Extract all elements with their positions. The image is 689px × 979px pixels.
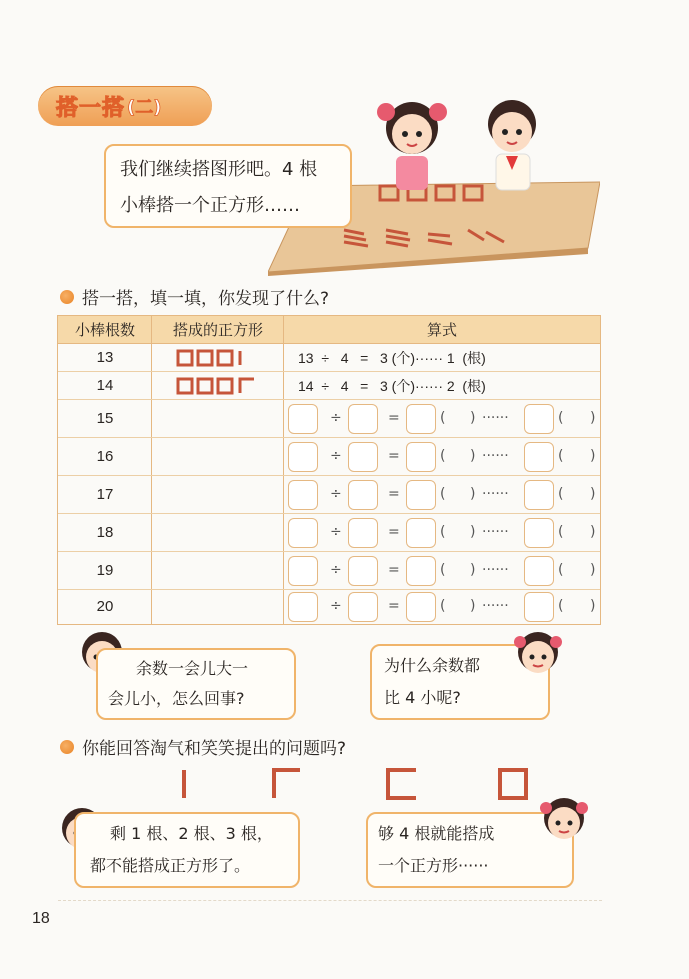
divide-symbol: ÷ bbox=[330, 562, 342, 578]
naughty-question-bubble bbox=[96, 648, 296, 720]
paren-right: ) bbox=[590, 562, 596, 578]
title-main: 搭一搭 bbox=[56, 95, 126, 121]
ellipsis-dots: ······ bbox=[482, 598, 509, 614]
paren-right: ) bbox=[470, 562, 476, 578]
paren-left: ( bbox=[440, 448, 446, 464]
table-row bbox=[58, 514, 600, 552]
girl-answer-line-1: 够 4 根就能搭成 bbox=[378, 824, 495, 843]
lesson-title bbox=[38, 86, 212, 126]
naughty-line-2: 会儿小，怎么回事? bbox=[108, 689, 245, 708]
remainder-input-box[interactable] bbox=[524, 442, 554, 472]
question-1-text: 搭一搭，填一填，你发现了什么? bbox=[82, 289, 330, 309]
divide-symbol: ÷ bbox=[330, 598, 342, 614]
paren-right: ) bbox=[470, 524, 476, 540]
paren-right: ) bbox=[590, 524, 596, 540]
stick-count-cell: 13 bbox=[96, 349, 114, 366]
question-2 bbox=[60, 734, 346, 759]
paren-right: ) bbox=[470, 410, 476, 426]
equals-symbol: = bbox=[388, 486, 400, 502]
boy-answer-bubble bbox=[74, 812, 300, 888]
paren-right: ) bbox=[590, 448, 596, 464]
divide-symbol: ÷ bbox=[330, 524, 342, 540]
header-equation: 算式 bbox=[426, 321, 457, 339]
paren-left: ( bbox=[440, 562, 446, 578]
ellipsis-dots: ······ bbox=[482, 448, 509, 464]
dividend-input-box[interactable] bbox=[288, 480, 318, 510]
equation-text: 14 ÷ 4 = 3 (个)······ 2 (根) bbox=[298, 378, 486, 394]
table-header bbox=[58, 316, 600, 344]
stick-count-cell: 20 bbox=[96, 598, 114, 615]
naughty-line-1: 余数一会儿大一 bbox=[136, 659, 249, 678]
paren-right: ) bbox=[470, 598, 476, 614]
footer-divider bbox=[58, 900, 602, 901]
smile-line-2: 比 4 小呢? bbox=[384, 688, 461, 707]
header-squares: 搭成的正方形 bbox=[172, 321, 263, 339]
division-table bbox=[57, 315, 601, 625]
dividend-input-box[interactable] bbox=[288, 592, 318, 622]
divide-symbol: ÷ bbox=[330, 486, 342, 502]
ellipsis-dots: ······ bbox=[482, 562, 509, 578]
remainder-input-box[interactable] bbox=[524, 404, 554, 434]
bullet-dot-icon bbox=[60, 290, 74, 304]
square-sticks-icon bbox=[176, 349, 256, 373]
title-sub: (二) bbox=[127, 97, 162, 118]
divide-symbol: ÷ bbox=[330, 448, 342, 464]
table-row bbox=[58, 344, 600, 372]
ellipsis-dots: ······ bbox=[482, 410, 509, 426]
stick-count-cell: 16 bbox=[96, 448, 114, 465]
paren-right: ) bbox=[590, 486, 596, 502]
quotient-input-box[interactable] bbox=[406, 592, 436, 622]
kids-illustration bbox=[372, 90, 562, 200]
paren-left: ( bbox=[558, 562, 564, 578]
bullet-dot-icon bbox=[60, 740, 74, 754]
divide-symbol: ÷ bbox=[330, 410, 342, 426]
intro-speech-bubble bbox=[104, 144, 352, 228]
equation-text: 13 ÷ 4 = 3 (个)······ 1 (根) bbox=[298, 350, 486, 366]
stick-count-cell: 18 bbox=[96, 524, 114, 541]
girl-avatar bbox=[540, 796, 588, 844]
girl-answer-line-2: 一个正方形······ bbox=[378, 856, 489, 875]
paren-left: ( bbox=[558, 598, 564, 614]
dividend-input-box[interactable] bbox=[288, 404, 318, 434]
table-row bbox=[58, 590, 600, 624]
boy-answer-line-2: 都不能搭成正方形了。 bbox=[90, 856, 251, 875]
equals-symbol: = bbox=[388, 448, 400, 464]
paren-left: ( bbox=[558, 524, 564, 540]
paren-left: ( bbox=[440, 410, 446, 426]
smile-girl-avatar bbox=[514, 630, 562, 678]
quotient-input-box[interactable] bbox=[406, 556, 436, 586]
paren-right: ) bbox=[470, 448, 476, 464]
question-1 bbox=[60, 284, 329, 309]
question-2-text: 你能回答淘气和笑笑提出的问题吗? bbox=[82, 739, 347, 759]
remainder-input-box[interactable] bbox=[524, 556, 554, 586]
intro-line-1: 我们继续搭图形吧。4 根 bbox=[120, 159, 318, 180]
intro-line-2: 小棒搭一个正方形…… bbox=[120, 195, 300, 216]
divisor-input-box[interactable] bbox=[348, 404, 378, 434]
stick-count-cell: 19 bbox=[96, 562, 114, 579]
dividend-input-box[interactable] bbox=[288, 442, 318, 472]
paren-left: ( bbox=[558, 448, 564, 464]
paren-right: ) bbox=[590, 410, 596, 426]
table-row bbox=[58, 438, 600, 476]
header-stick-count: 小棒根数 bbox=[74, 321, 135, 339]
divisor-input-box[interactable] bbox=[348, 556, 378, 586]
stick-count-cell: 17 bbox=[96, 486, 114, 503]
equals-symbol: = bbox=[388, 410, 400, 426]
paren-left: ( bbox=[440, 486, 446, 502]
ellipsis-dots: ······ bbox=[482, 524, 509, 540]
equals-symbol: = bbox=[388, 562, 400, 578]
ellipsis-dots: ······ bbox=[482, 486, 509, 502]
paren-right: ) bbox=[590, 598, 596, 614]
paren-left: ( bbox=[440, 524, 446, 540]
equals-symbol: = bbox=[388, 598, 400, 614]
quotient-input-box[interactable] bbox=[406, 480, 436, 510]
quotient-input-box[interactable] bbox=[406, 404, 436, 434]
divisor-input-box[interactable] bbox=[348, 442, 378, 472]
paren-right: ) bbox=[470, 486, 476, 502]
boy-answer-line-1: 剩 1 根、2 根、3 根， bbox=[110, 824, 273, 843]
table-row bbox=[58, 372, 600, 400]
quotient-input-box[interactable] bbox=[406, 518, 436, 548]
table-row bbox=[58, 400, 600, 438]
dividend-input-box[interactable] bbox=[288, 518, 318, 548]
dividend-input-box[interactable] bbox=[288, 556, 318, 586]
paren-left: ( bbox=[558, 410, 564, 426]
stick-count-cell: 15 bbox=[96, 410, 114, 427]
remainder-input-box[interactable] bbox=[524, 480, 554, 510]
square-sticks-icon bbox=[176, 377, 256, 401]
table-row bbox=[58, 552, 600, 590]
remainder-input-box[interactable] bbox=[524, 592, 554, 622]
paren-left: ( bbox=[558, 486, 564, 502]
remainder-input-box[interactable] bbox=[524, 518, 554, 548]
page-number: 18 bbox=[32, 910, 50, 927]
equals-symbol: = bbox=[388, 524, 400, 540]
divisor-input-box[interactable] bbox=[348, 480, 378, 510]
partial-squares-illustration bbox=[170, 764, 530, 804]
paren-left: ( bbox=[440, 598, 446, 614]
divisor-input-box[interactable] bbox=[348, 592, 378, 622]
divisor-input-box[interactable] bbox=[348, 518, 378, 548]
table-row bbox=[58, 476, 600, 514]
quotient-input-box[interactable] bbox=[406, 442, 436, 472]
stick-count-cell: 14 bbox=[96, 377, 114, 394]
smile-line-1: 为什么余数都 bbox=[384, 656, 481, 675]
